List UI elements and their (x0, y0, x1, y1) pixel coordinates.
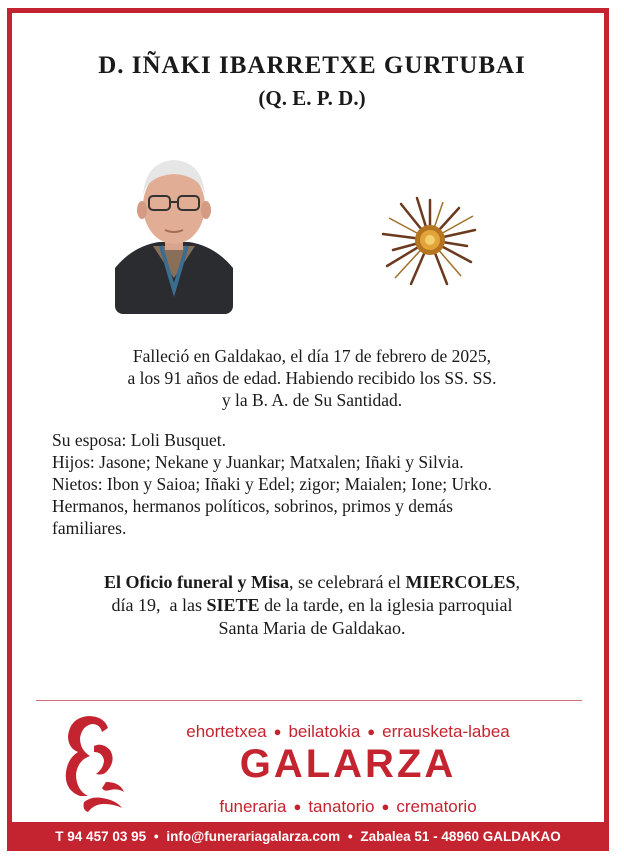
deceased-name: D. IÑAKI IBARRETXE GURTUBAI (98, 52, 526, 79)
service-item: ehortetxea (186, 722, 267, 741)
galarza-logo-icon (58, 712, 130, 816)
service-item: tanatorio (308, 797, 375, 816)
service-item: funeraria (219, 797, 287, 816)
funeral-details (0, 571, 624, 640)
funeral-service-label: El Oficio funeral y Misa (104, 572, 290, 592)
bullet-icon: ● (381, 799, 390, 814)
funeral-text: de la tarde, en la iglesia parroquial (259, 595, 513, 615)
thistle-flower-icon (381, 196, 479, 288)
death-notice-line: y la B. A. de Su Santidad. (221, 390, 403, 410)
family-spouse: Su esposa: Loli Busquet. (52, 430, 227, 450)
funeral-day: MIERCOLES (405, 572, 516, 592)
contact-phone: T 94 457 03 95 (55, 829, 147, 844)
portrait-photo (115, 150, 233, 314)
bullet-icon: ● (367, 724, 376, 739)
funeral-line-2 (0, 594, 624, 617)
separator-bullet: • (347, 829, 353, 844)
funeral-text: , se celebrará el (289, 572, 406, 592)
family-grandchildren: Nietos: Ibon y Saioa; Iñaki y Edel; zigor; Maialen; Ione; Urko. (52, 474, 492, 494)
contact-address: Zabalea 51 - 48960 GALDAKAO (360, 829, 561, 844)
family-relatives-cont: familiares. (52, 518, 127, 538)
funeral-text: día 19, a las (111, 595, 207, 615)
death-notice-line: Falleció en Galdakao, el día 17 de febrero de 2025, (132, 346, 492, 366)
death-notice-text (0, 345, 624, 411)
funeral-text: , (515, 572, 520, 592)
contact-bar (7, 822, 609, 851)
funeral-time: SIETE (206, 595, 260, 615)
service-item: errausketa-labea (382, 722, 510, 741)
death-notice-line: a los 91 años de edad. Habiendo recibido los SS. SS. (127, 368, 497, 388)
family-children: Hijos: Jasone; Nekane y Juankar; Matxalen; Iñaki y Silvia. (52, 452, 464, 472)
footer-divider (36, 700, 582, 701)
bullet-icon: ● (273, 724, 282, 739)
funeral-line-3: Santa Maria de Galdakao. (218, 618, 406, 638)
separator-bullet: • (153, 829, 159, 844)
service-item: crematorio (396, 797, 477, 816)
service-item: beilatokia (288, 722, 361, 741)
contact-email: info@funerariagalarza.com (166, 829, 341, 844)
services-spanish (138, 797, 558, 817)
qepd-subtitle: (Q. E. P. D.) (258, 86, 366, 110)
services-basque (138, 722, 558, 742)
brand-name: GALARZA (239, 742, 457, 786)
bullet-icon: ● (293, 799, 302, 814)
family-list (52, 429, 582, 539)
funeral-line-1 (0, 571, 624, 594)
family-relatives: Hermanos, hermanos políticos, sobrinos, primos y demás (52, 496, 453, 516)
